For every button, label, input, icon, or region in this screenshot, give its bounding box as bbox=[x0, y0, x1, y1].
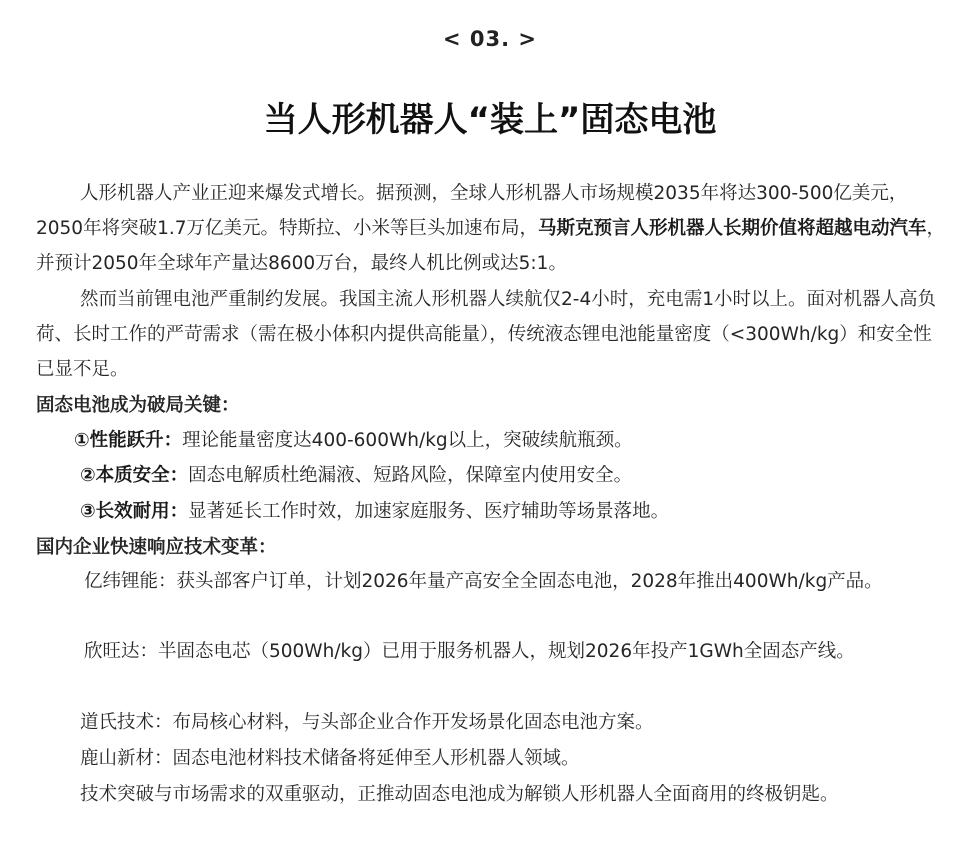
key-point-safety bbox=[80, 458, 632, 493]
key-point-label: ①性能跃升： bbox=[74, 430, 183, 451]
key-point-text: 显著延长工作时效，加速家庭服务、医疗辅助等场景落地。 bbox=[188, 501, 670, 522]
conclusion-text: 技术突破与市场需求的双重驱动，正推动固态电池成为解锁人形机器人全面商用的终极钥匙。 bbox=[80, 784, 839, 805]
paragraph-market-text-a: 人形机器人产业正迎来爆发式增长。据预测，全球人形机器人市场规模2035年将达300-500亿美元，2050年将突破1.7万亿美元。特斯拉、小米等巨头加速布局， bbox=[36, 183, 908, 239]
company-dao-technology bbox=[36, 705, 946, 740]
company-text: 欣旺达：半固态电芯（500Wh/kg）已用于服务机器人，规划2026年投产1GWh全固态产线。 bbox=[84, 641, 855, 662]
section-number: < 03. > bbox=[442, 27, 537, 51]
company-lushan-new-materials bbox=[36, 741, 946, 776]
heading-solid-state-key: 固态电池成为破局关键： bbox=[36, 395, 240, 416]
paragraph-battery-limit-text: 然而当前锂电池严重制约发展。我国主流人形机器人续航仅2-4小时，充电需1小时以上。面对机器人高负荷、长时工作的严苛需求（需在极小体积内提供高能量），传统液态锂电池能量密度（<300Wh/kg）和安全性已显不足。 bbox=[36, 289, 936, 380]
key-point-label: ②本质安全： bbox=[80, 465, 189, 486]
paragraph-conclusion bbox=[36, 777, 946, 812]
key-point-performance bbox=[74, 423, 633, 458]
paragraph-market-bold: 马斯克预言人形机器人长期价值将超越电动汽车 bbox=[538, 218, 927, 239]
paragraph-market-text-b: ，并预计2050年全球年产量达8600万台，最终人机比例或达5:1。 bbox=[36, 218, 946, 274]
company-text: 鹿山新材：固态电池材料技术储备将延伸至人形机器人领域。 bbox=[80, 748, 580, 769]
heading-domestic-companies: 国内企业快速响应技术变革： bbox=[36, 537, 277, 558]
article-title: 当人形机器人“装上”固态电池 bbox=[263, 100, 717, 140]
company-text: 亿纬锂能：获头部客户订单，计划2026年量产高安全全固态电池，2028年推出400Wh/kg产品。 bbox=[84, 571, 883, 592]
key-point-label: ③长效耐用： bbox=[80, 501, 189, 522]
company-text: 道氏技术：布局核心材料，与头部企业合作开发场景化固态电池方案。 bbox=[80, 712, 654, 733]
paragraph-market bbox=[36, 176, 946, 281]
company-sunwoda bbox=[36, 634, 946, 669]
key-point-text: 固态电解质杜绝漏液、短路风险，保障室内使用安全。 bbox=[188, 465, 633, 486]
company-eve-energy bbox=[36, 564, 946, 599]
key-point-durability bbox=[80, 494, 669, 529]
key-point-text: 理论能量密度达400-600Wh/kg以上，突破续航瓶颈。 bbox=[182, 430, 633, 451]
paragraph-battery-limit bbox=[36, 282, 946, 387]
